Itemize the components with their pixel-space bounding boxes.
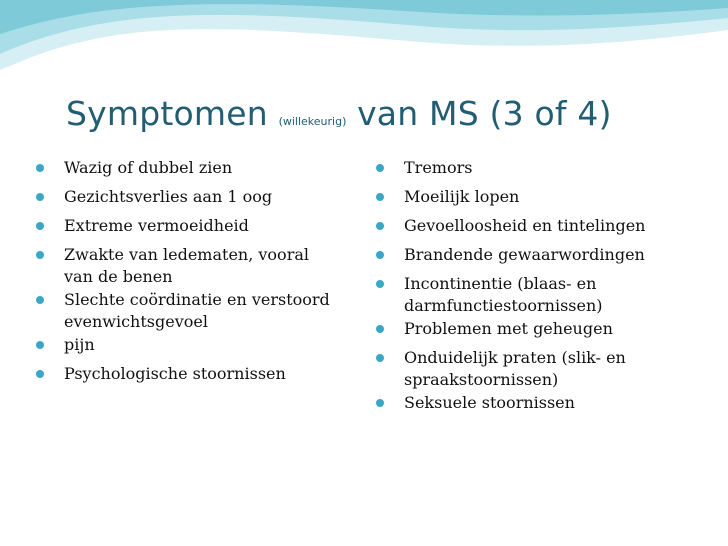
bullet-item bbox=[34, 289, 354, 333]
bullet-dot-icon bbox=[36, 251, 44, 259]
bullet-text-line: Zwakte van ledematen, vooral bbox=[64, 245, 309, 264]
slide-title bbox=[66, 92, 612, 144]
bullet-dot-icon bbox=[36, 164, 44, 172]
bullet-text-line: Moeilijk lopen bbox=[404, 187, 520, 206]
right-bullet-list bbox=[374, 157, 694, 421]
title-small-note: (willekeurig) bbox=[278, 115, 347, 128]
bullet-item bbox=[374, 347, 694, 391]
bullet-text-line: evenwichtsgevoel bbox=[64, 312, 208, 331]
bullet-dot-icon bbox=[376, 193, 384, 201]
bullet-item bbox=[374, 157, 694, 179]
bullet-text-line: Seksuele stoornissen bbox=[404, 393, 575, 412]
bullet-dot-icon bbox=[36, 370, 44, 378]
bullet-item bbox=[34, 186, 354, 208]
bullet-text-line: Gevoelloosheid en tintelingen bbox=[404, 216, 646, 235]
bullet-text-line: Brandende gewaarwordingen bbox=[404, 245, 645, 264]
bullet-dot-icon bbox=[376, 325, 384, 333]
bullet-text-line: Extreme vermoeidheid bbox=[64, 216, 249, 235]
left-bullet-list bbox=[34, 157, 354, 392]
bullet-item bbox=[374, 244, 694, 266]
bullet-item bbox=[34, 215, 354, 237]
bullet-text-line: spraakstoornissen) bbox=[404, 370, 559, 389]
bullet-dot-icon bbox=[36, 341, 44, 349]
bullet-text-line: Incontinentie (blaas- en bbox=[404, 274, 597, 293]
bullet-text-line: Slechte coördinatie en verstoord bbox=[64, 290, 330, 309]
bullet-dot-icon bbox=[376, 164, 384, 172]
bullet-dot-icon bbox=[36, 222, 44, 230]
bullet-text-line: pijn bbox=[64, 335, 95, 354]
bullet-item bbox=[374, 186, 694, 208]
title-main-after: van MS (3 of 4) bbox=[357, 94, 612, 133]
bullet-text-line: van de benen bbox=[64, 267, 173, 286]
bullet-text-line: Onduidelijk praten (slik- en bbox=[404, 348, 626, 367]
bullet-dot-icon bbox=[376, 251, 384, 259]
bullet-item bbox=[34, 363, 354, 385]
bullet-text-line: Psychologische stoornissen bbox=[64, 364, 286, 383]
bullet-text-line: darmfunctiestoornissen) bbox=[404, 296, 603, 315]
bullet-dot-icon bbox=[36, 193, 44, 201]
bullet-item bbox=[34, 157, 354, 179]
bullet-dot-icon bbox=[376, 222, 384, 230]
bullet-item bbox=[374, 392, 694, 414]
bullet-dot-icon bbox=[36, 296, 44, 304]
bullet-text-line: Wazig of dubbel zien bbox=[64, 158, 233, 177]
bullet-item bbox=[374, 273, 694, 317]
bullet-dot-icon bbox=[376, 399, 384, 407]
bullet-text-line: Tremors bbox=[404, 158, 473, 177]
bullet-item bbox=[374, 318, 694, 340]
bullet-item bbox=[34, 334, 354, 356]
bullet-text-line: Gezichtsverlies aan 1 oog bbox=[64, 187, 273, 206]
bullet-item bbox=[34, 244, 354, 288]
bullet-dot-icon bbox=[376, 280, 384, 288]
bullet-text-line: Problemen met geheugen bbox=[404, 319, 613, 338]
bullet-item bbox=[374, 215, 694, 237]
title-main-before: Symptomen bbox=[66, 94, 268, 133]
bullet-dot-icon bbox=[376, 354, 384, 362]
